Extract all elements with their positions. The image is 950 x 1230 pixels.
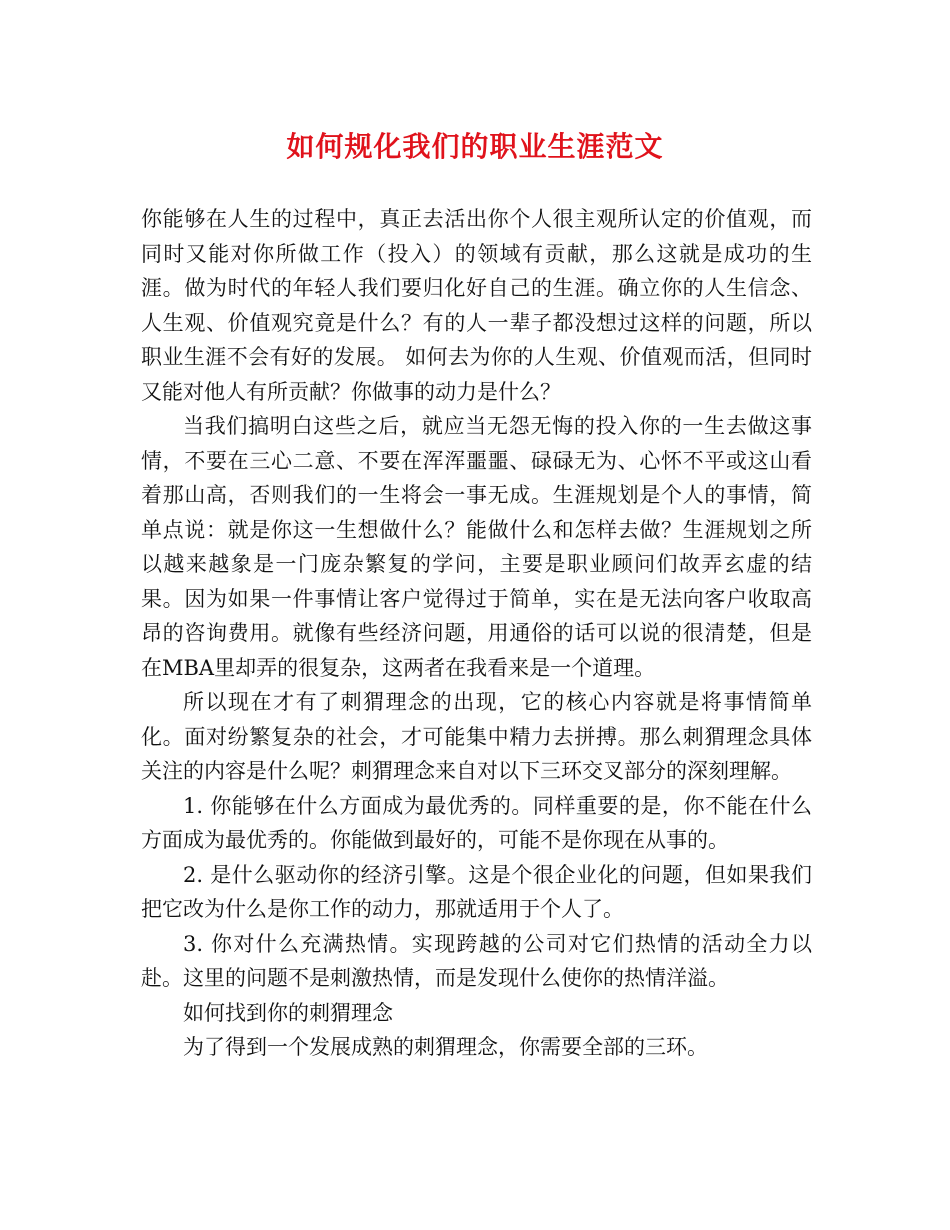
document-title: 如何规化我们的职业生涯范文 [286, 130, 664, 163]
section-heading: 如何找到你的刺猬理念 [183, 1000, 393, 1025]
paragraph-conclusion: 为了得到一个发展成熟的刺猬理念，你需要全部的三环。 [183, 1035, 708, 1059]
list-item-3: 3. 你对什么充满热情。实现跨越的公司对它们热情的活动全力以赴。这里的问题不是刺激热情，而是发现什么使你的热情洋溢。 [141, 931, 812, 990]
paragraph-career-planning: 当我们搞明白这些之后，就应当无怨无悔的投入你的一生去做这事情，不要在三心二意、不要在浑浑噩噩、碌碌无为、心怀不平或这山看着那山高，否则我们的一生将会一事无成。生涯规划是个人的事情，简单点说：就是你这一生想做什么？能做什么和怎样去做？生涯规划之所以越来越象是一门庞杂繁复的学问，主要是职业顾问们故弄玄虚的结果。因为如果一件事情让客户觉得过于简单，实在是无法向客户收取高昂的咨询费用。就像有些经济问题，用通俗的话可以说的很清楚，但是在MBA里却弄的很复杂，这两者在我看来是一个道理。 [141, 414, 812, 680]
paragraph-intro: 你能够在人生的过程中，真正去活出你个人很主观所认定的价值观，而同时又能对你所做工作（投入）的领域有贡献，那么这就是成功的生涯。做为时代的年轻人我们要归化好自己的生涯。确立你的人生信念、人生观、价值观究竟是什么？有的人一辈子都没想过这样的问题，所以职业生涯不会有好的发展。 如何去为你的人生观、价值观而活，但同时又能对他人有所贡献？你做事的动力是什么？ [141, 207, 812, 404]
paragraph-hedgehog-concept: 所以现在才有了刺猬理念的出现，它的核心内容就是将事情简单化。面对纷繁复杂的社会，才可能集中精力去拼搏。那么刺猬理念具体关注的内容是什么呢？刺猬理念来自对以下三环交叉部分的深刻理解。 [141, 690, 812, 783]
list-item-1: 1. 你能够在什么方面成为最优秀的。同样重要的是，你不能在什么方面成为最优秀的。你能做到最好的，可能不是你现在从事的。 [141, 793, 812, 852]
list-item-2: 2. 是什么驱动你的经济引擎。这是个很企业化的问题，但如果我们把它改为什么是你工作的动力，那就适用于个人了。 [141, 862, 812, 921]
document-body [141, 202, 812, 1065]
